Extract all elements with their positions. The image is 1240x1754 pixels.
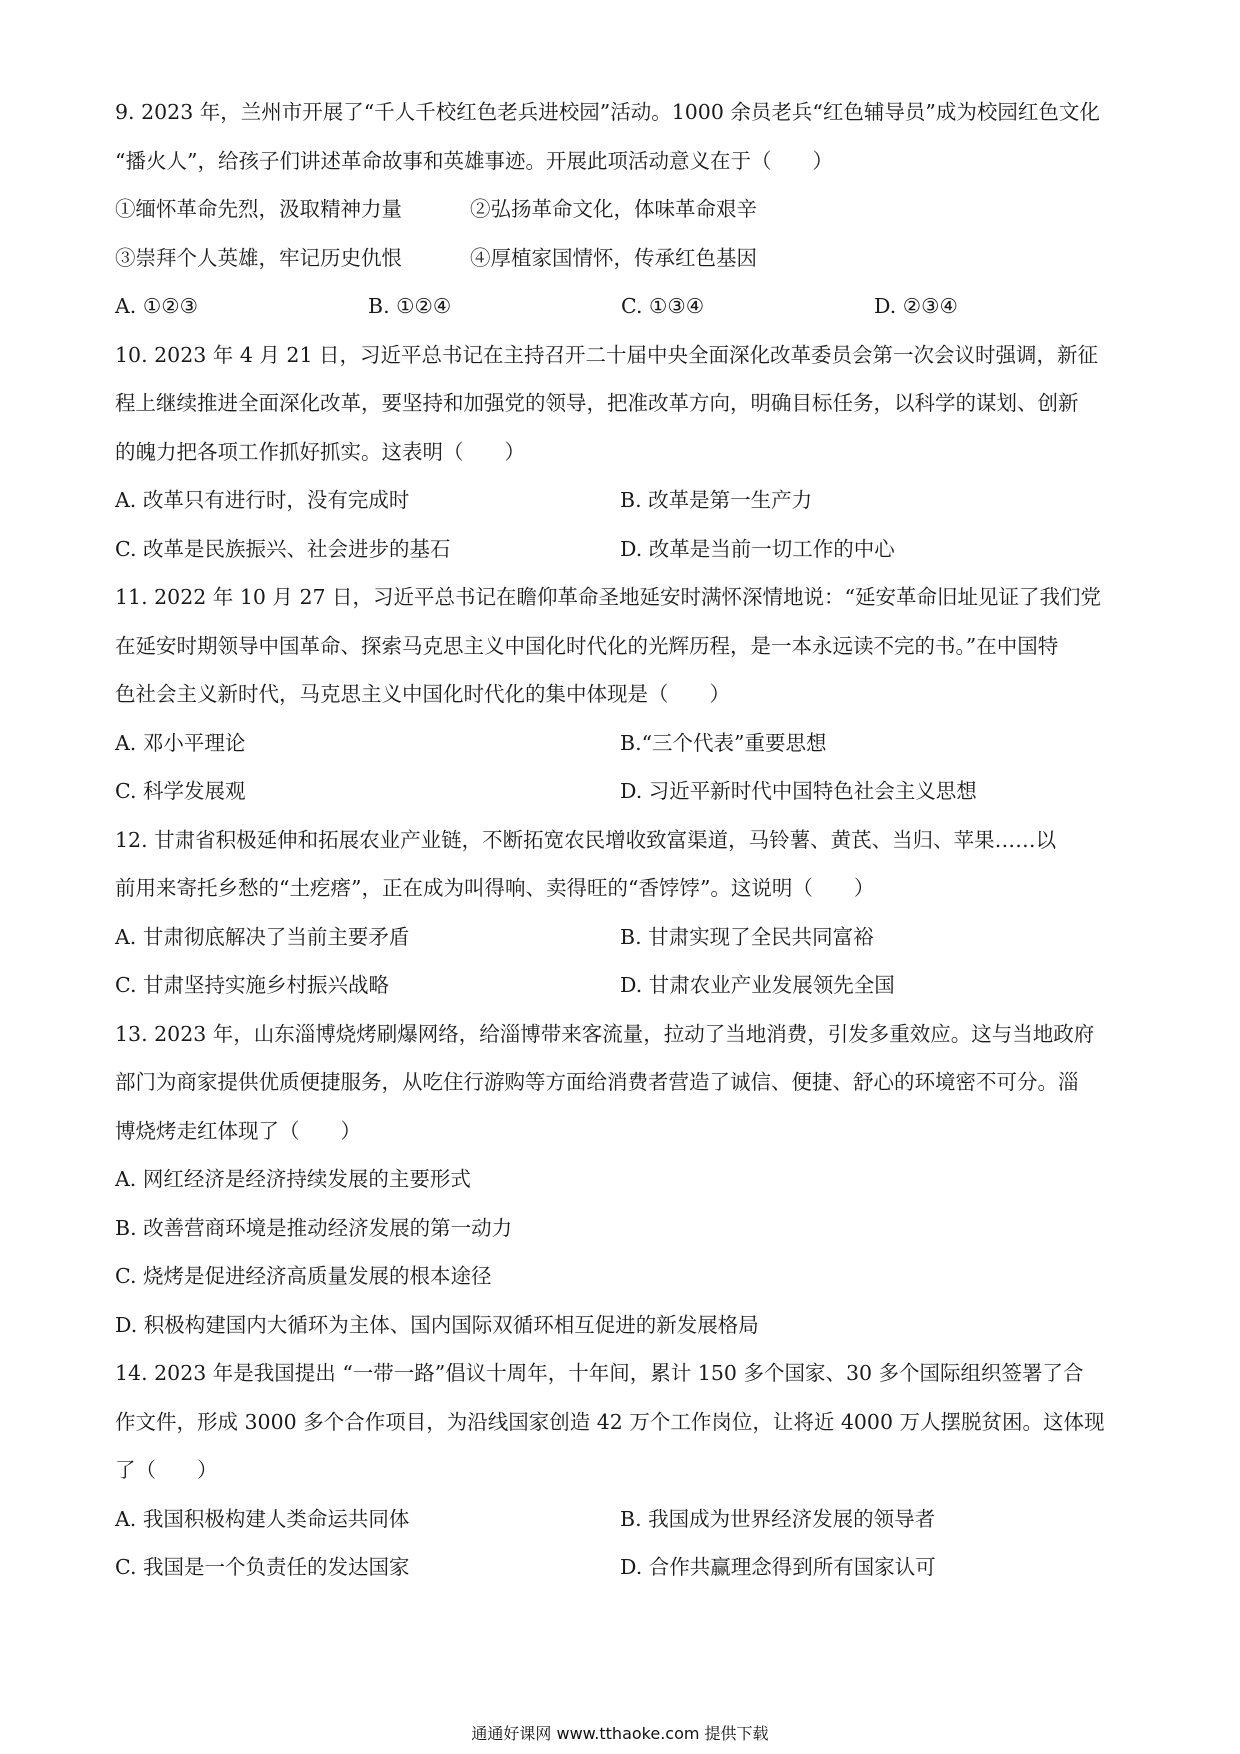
option-c: C. 甘肃坚持实施乡村振兴战略	[115, 973, 389, 997]
option-b: B. 甘肃实现了全民共同富裕	[620, 924, 874, 949]
question-stem-line: 14. 2023 年是我国提出 “一带一路”倡议十周年，十年间，累计 150 多个国家、30 多个国际组织签署了合	[115, 1361, 1084, 1385]
statement-3: ③崇拜个人英雄，牢记历史仇恨	[115, 245, 402, 270]
option-row	[115, 731, 1130, 755]
question-stem-line: “播火人”，给孩子们讲述革命故事和英雄事迹。开展此项活动意义在于（ ）	[115, 148, 833, 173]
question-stem-line: 程上继续推进全面深化改革，要坚持和加强党的领导，把准改革方向，明确目标任务，以科学的谋划、创新	[115, 391, 1079, 415]
question-11	[115, 585, 1130, 803]
question-stem-line: 作文件，形成 3000 多个合作项目，为沿线国家创造 42 万个工作岗位，让将近 4000 万人摆脱贫困。这体现	[115, 1409, 1105, 1434]
question-stem-line: 博烧烤走红体现了（ ）	[115, 1118, 361, 1143]
question-stem-line: 11. 2022 年 10 月 27 日，习近平总书记在瞻仰革命圣地延安时满怀深情地说：“延安革命旧址见证了我们党	[115, 585, 1102, 609]
option-a: A. ①②③	[115, 294, 198, 318]
option-c: C. 科学发展观	[115, 779, 246, 803]
question-stem-line: 13. 2023 年，山东淄博烧烤刷爆网络，给淄博带来客流量，拉动了当地消费，引发多重效应。这与当地政府	[115, 1021, 1095, 1046]
question-13	[115, 1022, 1130, 1337]
statement-4: ④厚植家国情怀，传承红色基因	[470, 245, 757, 270]
question-stem-line: 的魄力把各项工作抓好抓实。这表明（ ）	[115, 439, 525, 464]
option-c: C. 改革是民族振兴、社会进步的基石	[115, 536, 451, 561]
option-row	[115, 488, 1130, 512]
option-b: B.“三个代表”重要思想	[620, 730, 827, 755]
option-row	[115, 1555, 1130, 1579]
option-row	[115, 973, 1130, 997]
question-stem-line: 色社会主义新时代，马克思主义中国化时代化的集中体现是（ ）	[115, 682, 730, 706]
statement-1: ①缅怀革命先烈，汲取精神力量	[115, 197, 402, 221]
question-stem-line: 前用来寄托乡愁的“土疙瘩”，正在成为叫得响、卖得旺的“香饽饽”。这说明（ ）	[115, 876, 875, 900]
statement-row	[115, 197, 1130, 221]
option-d: D. 合作共赢理念得到所有国家认可	[620, 1555, 936, 1579]
question-list	[115, 100, 1130, 1604]
option-c: C. 我国是一个负责任的发达国家	[115, 1555, 410, 1579]
question-9	[115, 100, 1130, 318]
question-14	[115, 1361, 1130, 1579]
option-d: D. 积极构建国内大循环为主体、国内国际双循环相互促进的新发展格局	[115, 1312, 759, 1337]
option-c: C. 烧烤是促进经济高质量发展的根本途径	[115, 1264, 492, 1288]
option-row	[115, 294, 1130, 318]
question-12	[115, 828, 1130, 998]
option-a: A. 邓小平理论	[115, 730, 246, 755]
option-a: A. 甘肃彻底解决了当前主要矛盾	[115, 924, 410, 949]
question-stem-line: 在延安时期领导中国革命、探索马克思主义中国化时代化的光辉历程，是一本永远读不完的书。”在中国特	[115, 633, 1059, 658]
option-a: A. 改革只有进行时，没有完成时	[115, 488, 410, 512]
statement-row	[115, 246, 1130, 270]
question-stem-line: 了（ ）	[115, 1458, 218, 1482]
question-stem-line: 9. 2023 年，兰州市开展了“千人千校红色老兵进校园”活动。1000 余员老兵“红色辅导员”成为校园红色文化	[115, 100, 1100, 124]
question-stem-line: 10. 2023 年 4 月 21 日，习近平总书记在主持召开二十届中央全面深化改革委员会第一次会议时强调，新征	[115, 342, 1098, 367]
option-a: A. 网红经济是经济持续发展的主要形式	[115, 1167, 471, 1191]
option-a: A. 我国积极构建人类命运共同体	[115, 1506, 410, 1531]
statement-2: ②弘扬革命文化，体味革命艰辛	[470, 197, 757, 221]
question-stem-line: 部门为商家提供优质便捷服务，从吃住行游购等方面给消费者营造了诚信、便捷、舒心的环境密不可分。淄	[115, 1070, 1079, 1094]
option-row	[115, 1507, 1130, 1531]
option-b: B. ①②④	[368, 294, 452, 318]
option-b: B. 改善营商环境是推动经济发展的第一动力	[115, 1215, 513, 1240]
option-row	[115, 779, 1130, 803]
option-d: D. 甘肃农业产业发展领先全国	[620, 973, 895, 997]
page-footer: 通通好课网 www.tthaoke.com 提供下载	[471, 1724, 769, 1743]
option-d: D. 习近平新时代中国特色社会主义思想	[620, 779, 977, 803]
option-b: B. 改革是第一生产力	[620, 488, 813, 512]
question-stem-line: 12. 甘肃省积极延伸和拓展农业产业链，不断拓宽农民增收致富渠道，马铃薯、黄芪、当归、苹果……以	[115, 827, 1057, 852]
option-d: D. ②③④	[874, 294, 958, 318]
option-b: B. 我国成为世界经济发展的领导者	[620, 1506, 936, 1531]
question-10	[115, 343, 1130, 561]
option-c: C. ①③④	[621, 294, 705, 318]
option-d: D. 改革是当前一切工作的中心	[620, 536, 895, 561]
option-row	[115, 537, 1130, 561]
option-row	[115, 925, 1130, 949]
